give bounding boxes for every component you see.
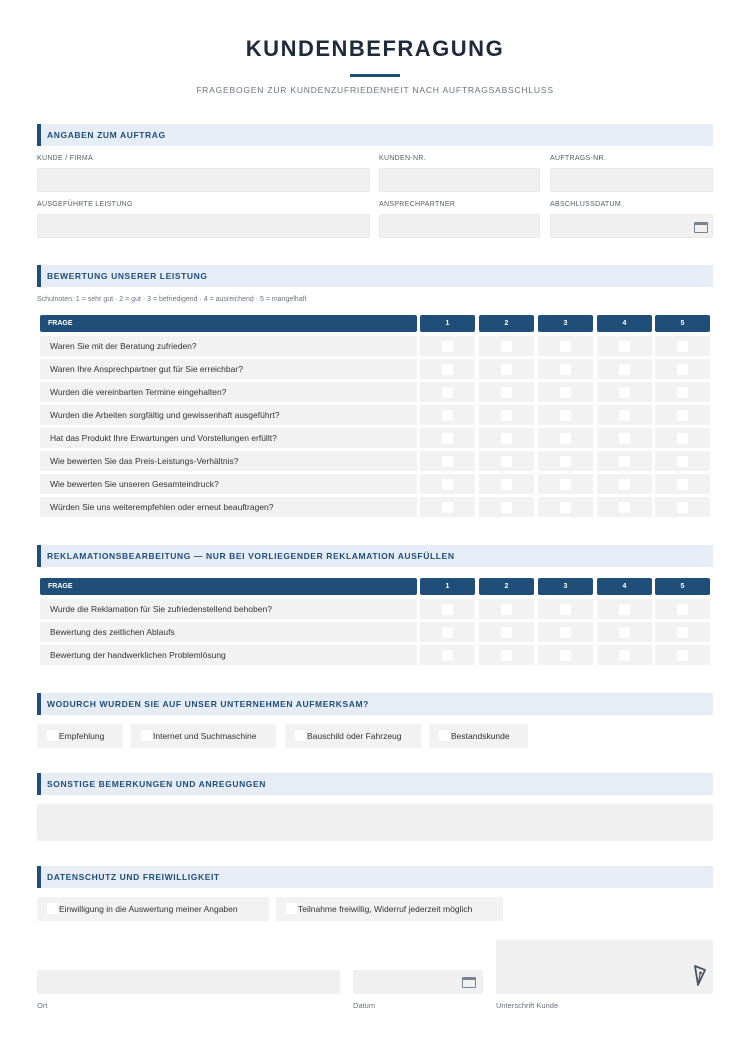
- question-row: Bewertung des zeitlichen Ablaufs: [40, 622, 417, 642]
- grade-cell: [538, 428, 593, 448]
- section-source-heading: WODURCH WURDEN SIE AUF UNSER UNTERNEHMEN AUFMERKSAM?: [37, 693, 713, 715]
- grade-cell: [420, 474, 475, 494]
- grade-cell: [479, 599, 534, 619]
- grade-checkbox-1[interactable]: [442, 627, 453, 638]
- grade-checkbox-1[interactable]: [442, 650, 453, 661]
- column-header-grade-1: 1: [420, 578, 475, 595]
- grading-note: Schulnoten: 1 = sehr gut · 2 = gut · 3 = befriedigend · 4 = ausreichend · 5 = mangelhaft: [37, 296, 307, 303]
- grade-checkbox-2[interactable]: [501, 650, 512, 661]
- grade-checkbox-1[interactable]: [442, 479, 453, 490]
- grade-cell: [597, 382, 652, 402]
- grade-checkbox-2[interactable]: [501, 410, 512, 421]
- grade-cell: [479, 336, 534, 356]
- grade-checkbox-3[interactable]: [560, 341, 571, 352]
- grade-cell: [420, 622, 475, 642]
- customer-field[interactable]: [37, 168, 370, 192]
- grade-checkbox-4[interactable]: [619, 410, 630, 421]
- close-date-field[interactable]: [550, 214, 713, 238]
- column-header-question: FRAGE: [40, 315, 417, 332]
- checkbox[interactable]: [295, 730, 306, 741]
- grade-cell: [479, 622, 534, 642]
- grade-checkbox-2[interactable]: [501, 341, 512, 352]
- grade-checkbox-4[interactable]: [619, 604, 630, 615]
- pen-nib-icon: [692, 964, 708, 988]
- column-header-grade-5: 5: [655, 315, 710, 332]
- grade-checkbox-5[interactable]: [677, 433, 688, 444]
- grade-cell: [538, 497, 593, 517]
- question-row: Bewertung der handwerklichen Problemlösung: [40, 645, 417, 665]
- grade-checkbox-5[interactable]: [677, 364, 688, 375]
- grade-cell: [597, 599, 652, 619]
- grade-checkbox-2[interactable]: [501, 364, 512, 375]
- grade-cell: [538, 451, 593, 471]
- checkbox[interactable]: [439, 730, 450, 741]
- grade-cell: [479, 405, 534, 425]
- grade-cell: [597, 474, 652, 494]
- grade-checkbox-4[interactable]: [619, 456, 630, 467]
- grade-cell: [538, 474, 593, 494]
- grade-checkbox-2[interactable]: [501, 479, 512, 490]
- grade-cell: [597, 622, 652, 642]
- grade-checkbox-5[interactable]: [677, 479, 688, 490]
- signature-field[interactable]: [496, 940, 713, 994]
- grade-cell: [420, 645, 475, 665]
- grade-checkbox-2[interactable]: [501, 456, 512, 467]
- grade-cell: [420, 428, 475, 448]
- grade-cell: [538, 382, 593, 402]
- grade-cell: [479, 474, 534, 494]
- grade-cell: [479, 451, 534, 471]
- grade-checkbox-1[interactable]: [442, 604, 453, 615]
- column-header-grade-4: 4: [597, 315, 652, 332]
- grade-checkbox-4[interactable]: [619, 387, 630, 398]
- grade-cell: [655, 497, 710, 517]
- order-no-label: AUFTRAGS-NR.: [550, 155, 607, 162]
- date-label: Datum: [353, 1001, 376, 1010]
- remarks-field[interactable]: [37, 804, 713, 841]
- option-existing-customer[interactable]: [429, 724, 528, 748]
- grade-checkbox-1[interactable]: [442, 456, 453, 467]
- grade-cell: [420, 599, 475, 619]
- grade-cell: [479, 359, 534, 379]
- question-row: Wurden die Arbeiten sorgfältig und gewissenhaft ausgeführt?: [40, 405, 417, 425]
- contact-label: ANSPRECHPARTNER: [379, 201, 456, 208]
- question-row: Waren Ihre Ansprechpartner gut für Sie erreichbar?: [40, 359, 417, 379]
- grade-checkbox-2[interactable]: [501, 387, 512, 398]
- close-date-label: ABSCHLUSSDATUM: [550, 201, 621, 208]
- grade-cell: [538, 359, 593, 379]
- option-label: Bestandskunde: [451, 731, 510, 741]
- option-label: Empfehlung: [59, 731, 105, 741]
- form-subtitle: FRAGEBOGEN ZUR KUNDENZUFRIEDENHEIT NACH AUFTRAGSABSCHLUSS: [196, 85, 554, 95]
- checkbox[interactable]: [286, 903, 297, 914]
- column-header-grade-2: 2: [479, 578, 534, 595]
- grade-cell: [538, 645, 593, 665]
- order-no-field[interactable]: [550, 168, 713, 192]
- checkbox[interactable]: [47, 903, 58, 914]
- column-header-question: FRAGE: [40, 578, 417, 595]
- grade-cell: [597, 336, 652, 356]
- grade-checkbox-1[interactable]: [442, 341, 453, 352]
- grade-cell: [655, 428, 710, 448]
- grade-cell: [479, 428, 534, 448]
- section-privacy-heading: DATENSCHUTZ UND FREIWILLIGKEIT: [37, 866, 713, 888]
- grade-checkbox-5[interactable]: [677, 387, 688, 398]
- grade-checkbox-2[interactable]: [501, 433, 512, 444]
- grade-checkbox-3[interactable]: [560, 604, 571, 615]
- calendar-icon[interactable]: [462, 977, 476, 988]
- grade-checkbox-3[interactable]: [560, 627, 571, 638]
- grade-checkbox-1[interactable]: [442, 387, 453, 398]
- grade-checkbox-4[interactable]: [619, 502, 630, 513]
- option-voluntary[interactable]: [276, 897, 503, 921]
- option-label: Teilnahme freiwillig, Widerruf jederzeit möglich: [298, 904, 473, 914]
- grade-checkbox-2[interactable]: [501, 627, 512, 638]
- grade-checkbox-4[interactable]: [619, 627, 630, 638]
- question-row: Hat das Produkt Ihre Erwartungen und Vorstellungen erfüllt?: [40, 428, 417, 448]
- grade-cell: [597, 359, 652, 379]
- option-label: Internet und Suchmaschine: [153, 731, 257, 741]
- grade-checkbox-5[interactable]: [677, 502, 688, 513]
- grade-checkbox-5[interactable]: [677, 650, 688, 661]
- calendar-icon[interactable]: [694, 222, 708, 233]
- grade-cell: [420, 405, 475, 425]
- grade-cell: [655, 645, 710, 665]
- grade-cell: [655, 336, 710, 356]
- question-row: Würden Sie uns weiterempfehlen oder erneut beauftragen?: [40, 497, 417, 517]
- grade-checkbox-3[interactable]: [560, 364, 571, 375]
- grade-checkbox-4[interactable]: [619, 341, 630, 352]
- grade-checkbox-1[interactable]: [442, 502, 453, 513]
- section-complaint-heading: REKLAMATIONSBEARBEITUNG — NUR BEI VORLIEGENDER REKLAMATION AUSFÜLLEN: [37, 545, 713, 567]
- grade-cell: [597, 428, 652, 448]
- grade-checkbox-1[interactable]: [442, 410, 453, 421]
- checkbox[interactable]: [47, 730, 58, 741]
- grade-checkbox-3[interactable]: [560, 456, 571, 467]
- grade-cell: [479, 382, 534, 402]
- section-rating-heading: BEWERTUNG UNSERER LEISTUNG: [37, 265, 713, 287]
- contact-field[interactable]: [379, 214, 540, 238]
- place-label: Ort: [37, 1001, 48, 1010]
- service-label: AUSGEFÜHRTE LEISTUNG: [37, 201, 133, 208]
- option-consent[interactable]: [37, 897, 269, 921]
- grade-checkbox-3[interactable]: [560, 387, 571, 398]
- grade-cell: [538, 599, 593, 619]
- title-underline: [350, 74, 400, 77]
- grade-cell: [538, 405, 593, 425]
- grade-checkbox-5[interactable]: [677, 341, 688, 352]
- grade-cell: [655, 405, 710, 425]
- question-row: Wie bewerten Sie unseren Gesamteindruck?: [40, 474, 417, 494]
- grade-cell: [479, 497, 534, 517]
- grade-cell: [538, 336, 593, 356]
- grade-checkbox-4[interactable]: [619, 433, 630, 444]
- grade-checkbox-3[interactable]: [560, 479, 571, 490]
- grade-checkbox-1[interactable]: [442, 364, 453, 375]
- grade-cell: [655, 382, 710, 402]
- grade-cell: [597, 405, 652, 425]
- grade-cell: [420, 336, 475, 356]
- section-order-heading: ANGABEN ZUM AUFTRAG: [37, 124, 713, 146]
- column-header-grade-2: 2: [479, 315, 534, 332]
- grade-checkbox-5[interactable]: [677, 456, 688, 467]
- grade-checkbox-5[interactable]: [677, 410, 688, 421]
- option-label: Einwilligung in die Auswertung meiner Angaben: [59, 904, 238, 914]
- question-row: Wie bewerten Sie das Preis-Leistungs-Verhältnis?: [40, 451, 417, 471]
- grade-checkbox-4[interactable]: [619, 479, 630, 490]
- grade-cell: [420, 451, 475, 471]
- form-title: KUNDENBEFRAGUNG: [245, 36, 505, 61]
- grade-checkbox-4[interactable]: [619, 364, 630, 375]
- grade-cell: [597, 645, 652, 665]
- column-header-grade-3: 3: [538, 315, 593, 332]
- service-field[interactable]: [37, 214, 370, 238]
- question-row: Wurde die Reklamation für Sie zufriedenstellend behoben?: [40, 599, 417, 619]
- column-header-grade-3: 3: [538, 578, 593, 595]
- question-row: Wurden die vereinbarten Termine eingehalten?: [40, 382, 417, 402]
- column-header-grade-4: 4: [597, 578, 652, 595]
- grade-cell: [420, 359, 475, 379]
- grade-checkbox-3[interactable]: [560, 502, 571, 513]
- option-recommendation[interactable]: [37, 724, 123, 748]
- grade-cell: [597, 497, 652, 517]
- grade-cell: [538, 622, 593, 642]
- grade-cell: [655, 474, 710, 494]
- grade-checkbox-5[interactable]: [677, 604, 688, 615]
- grade-cell: [420, 497, 475, 517]
- place-field[interactable]: [37, 970, 340, 994]
- section-remarks-heading: SONSTIGE BEMERKUNGEN UND ANREGUNGEN: [37, 773, 713, 795]
- option-internet[interactable]: [131, 724, 276, 748]
- grade-checkbox-5[interactable]: [677, 627, 688, 638]
- grade-cell: [479, 645, 534, 665]
- date-field[interactable]: [353, 970, 483, 994]
- grade-checkbox-2[interactable]: [501, 604, 512, 615]
- grade-checkbox-1[interactable]: [442, 433, 453, 444]
- grade-checkbox-4[interactable]: [619, 650, 630, 661]
- customer-no-label: KUNDEN-NR.: [379, 155, 426, 162]
- column-header-grade-1: 1: [420, 315, 475, 332]
- customer-no-field[interactable]: [379, 168, 540, 192]
- column-header-grade-5: 5: [655, 578, 710, 595]
- grade-cell: [597, 451, 652, 471]
- grade-cell: [655, 599, 710, 619]
- grade-checkbox-2[interactable]: [501, 502, 512, 513]
- option-construction-sign[interactable]: [285, 724, 421, 748]
- grade-cell: [655, 451, 710, 471]
- grade-checkbox-3[interactable]: [560, 410, 571, 421]
- grade-checkbox-3[interactable]: [560, 650, 571, 661]
- signature-label: Unterschrift Kunde: [496, 1001, 559, 1010]
- checkbox[interactable]: [141, 730, 152, 741]
- grade-cell: [655, 622, 710, 642]
- grade-cell: [420, 382, 475, 402]
- grade-cell: [655, 359, 710, 379]
- question-row: Waren Sie mit der Beratung zufrieden?: [40, 336, 417, 356]
- option-label: Bauschild oder Fahrzeug: [307, 731, 402, 741]
- grade-checkbox-3[interactable]: [560, 433, 571, 444]
- customer-label: KUNDE / FIRMA: [37, 155, 94, 162]
